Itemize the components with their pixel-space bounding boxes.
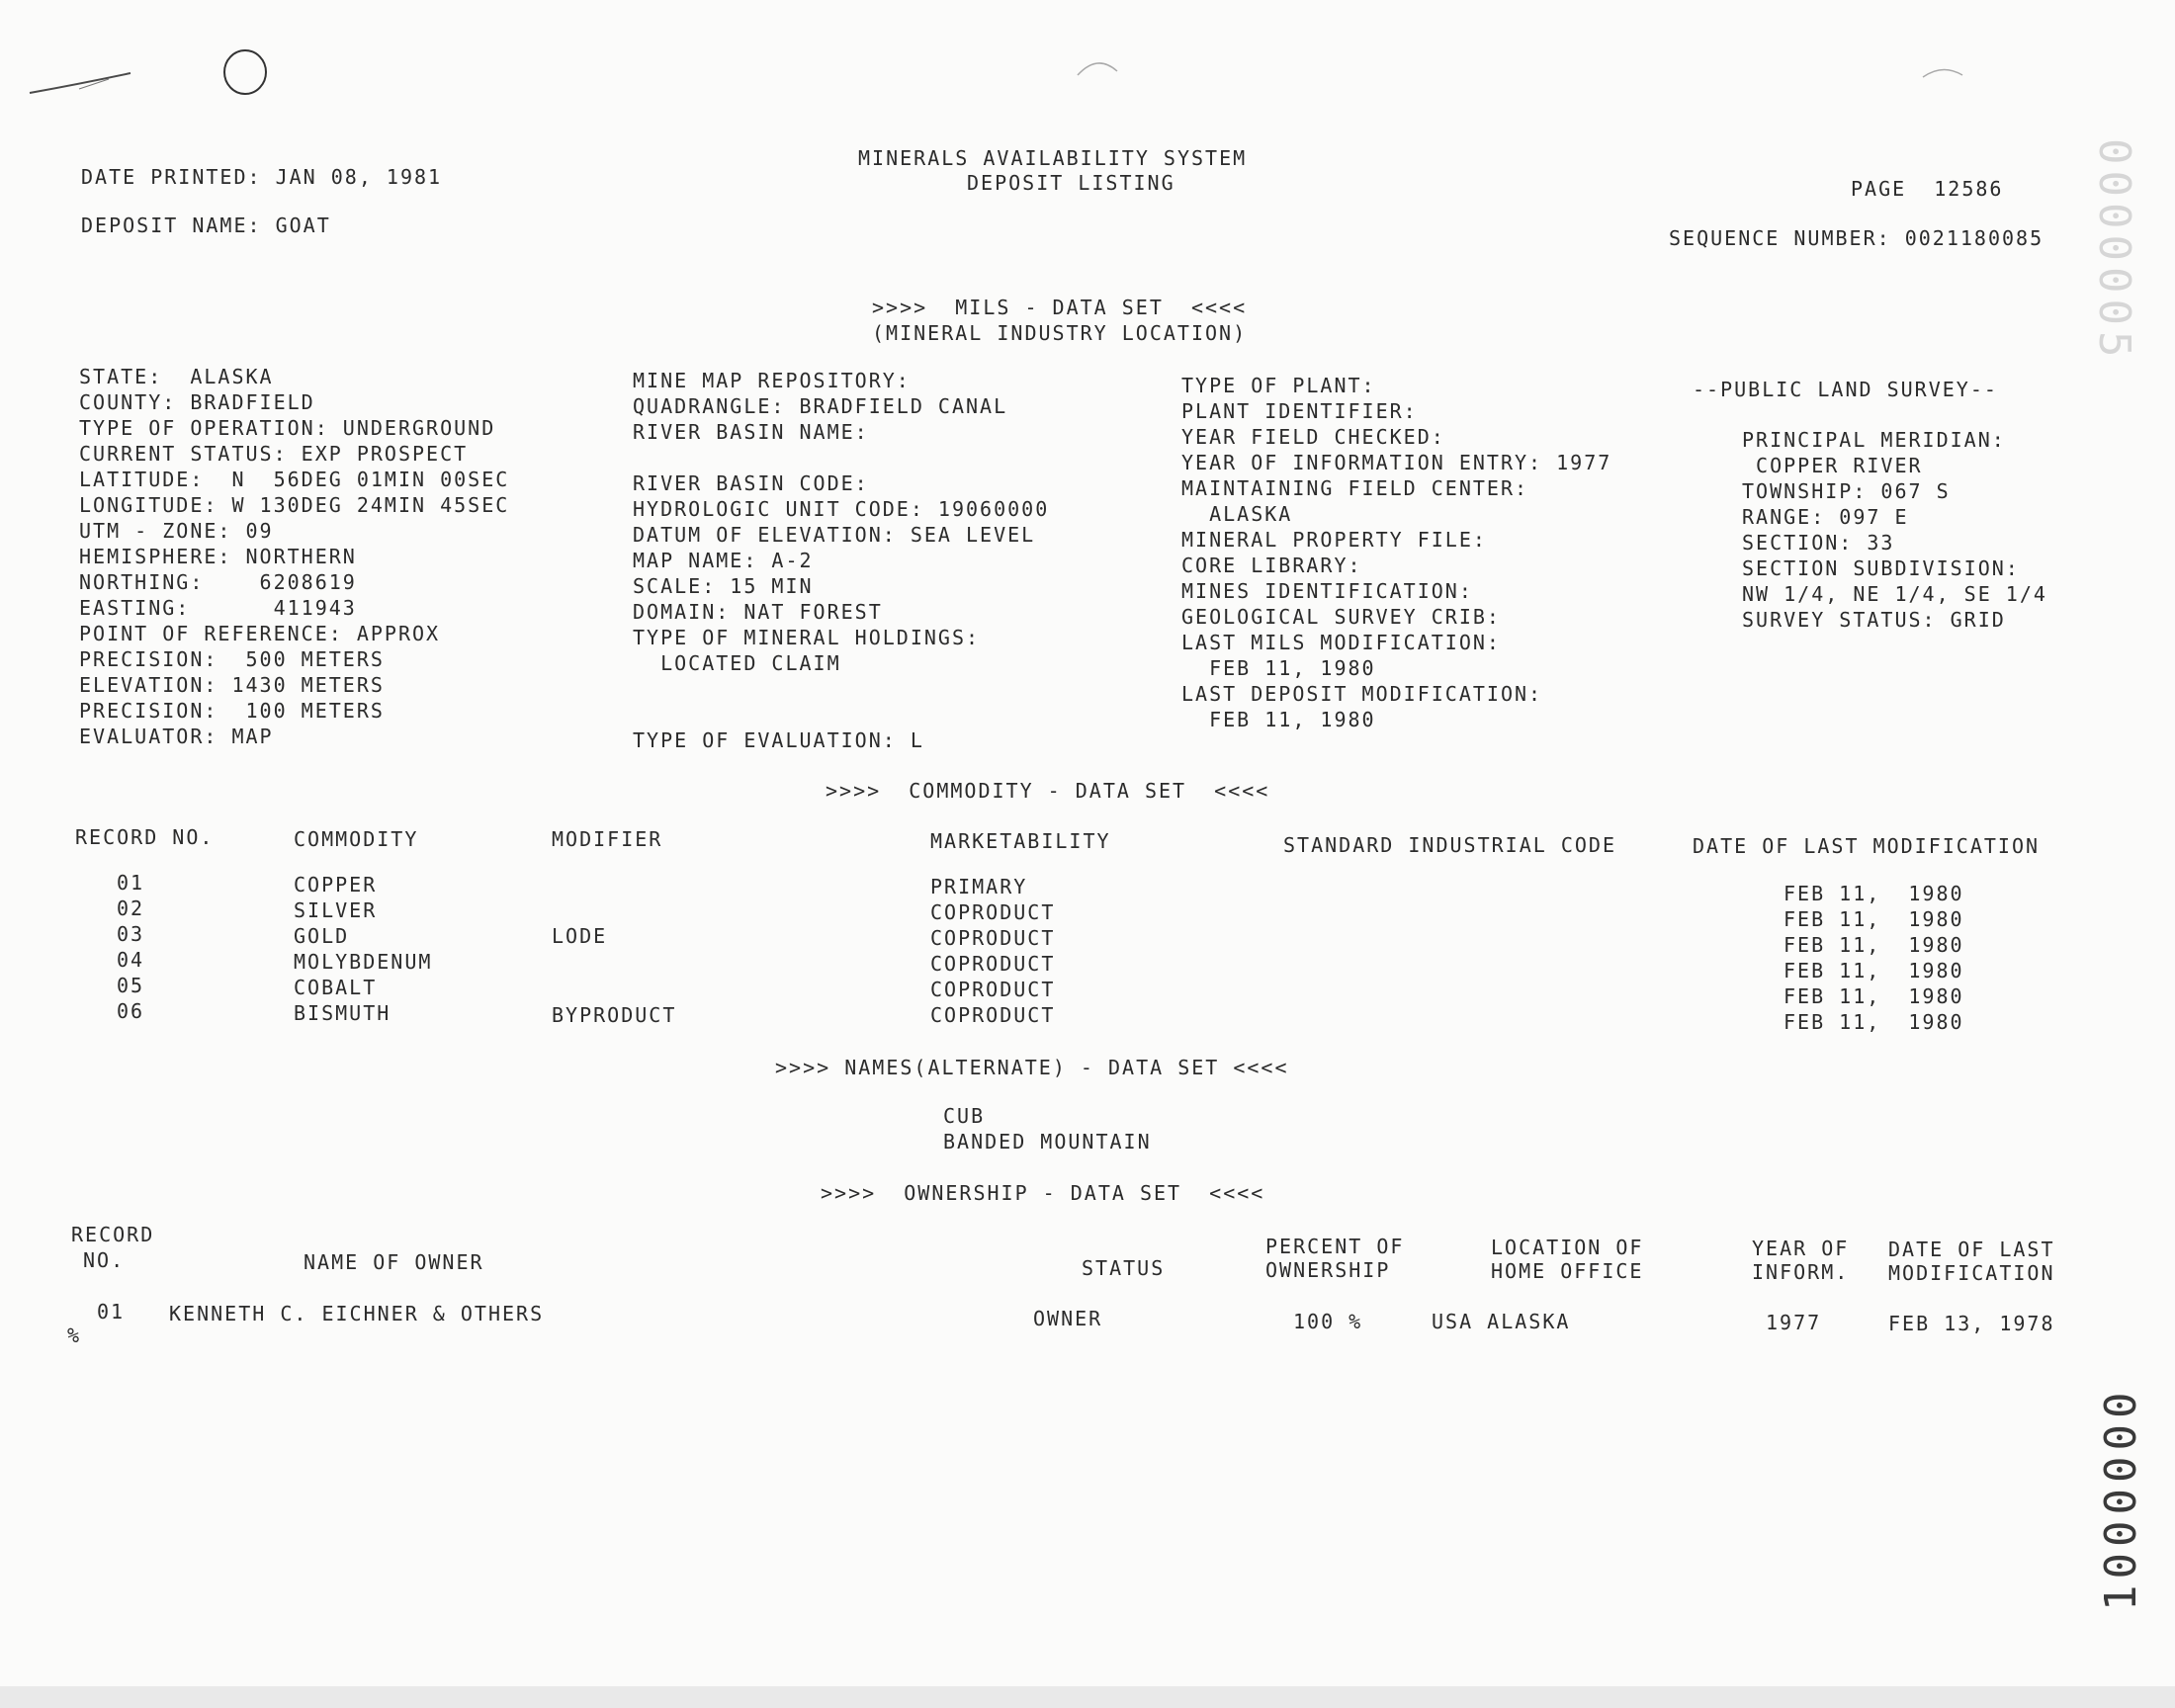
faint-hole-mark [1073,53,1122,83]
mils-column-plant [1181,373,1611,732]
commodity-name: BISMUTH [294,1001,392,1025]
field-line: TYPE OF PLANT: [1181,374,1376,397]
commodity-marketability: COPRODUCT [930,900,1056,924]
commodity-name: COBALT [294,976,378,999]
field-line: RIVER BASIN CODE: [633,471,869,495]
field-line: SCALE: 15 MIN [633,574,814,598]
field-line: MINES IDENTIFICATION: [1181,579,1473,603]
field-line: YEAR OF INFORMATION ENTRY: 1977 [1181,451,1612,474]
listing-title: DEPOSIT LISTING [967,171,1175,195]
deposit-name: DEPOSIT NAME: GOAT [81,214,331,237]
field-line: SECTION SUBDIVISION: [1742,556,2020,580]
field-line: TOWNSHIP: 067 S [1742,479,1951,503]
field-line: DOMAIN: NAT FOREST [633,600,883,624]
field-line: GEOLOGICAL SURVEY CRIB: [1181,605,1501,629]
field-line: POINT OF REFERENCE: APPROX [79,622,441,645]
ownership-header-no: NO. [83,1248,126,1272]
field-line: PRECISION: 100 METERS [79,699,385,723]
commodity-date: FEB 11, 1980 [1784,959,1964,982]
field-line: COUNTY: BRADFIELD [79,390,315,414]
field-line: ALASKA [1181,502,1293,526]
owner-status: OWNER [1033,1307,1103,1330]
commodity-header-modifier: MODIFIER [552,827,663,851]
mils-column-location [79,364,509,749]
field-line: HEMISPHERE: NORTHERN [79,545,357,568]
commodity-marketability: PRIMARY [930,875,1028,898]
commodity-header-commodity: COMMODITY [294,827,419,851]
land-survey-heading: --PUBLIC LAND SURVEY-- [1693,378,1998,401]
commodity-marketability: COPRODUCT [930,1003,1056,1027]
field-line: EVALUATOR: MAP [79,725,274,748]
ownership-header-name: NAME OF OWNER [304,1250,484,1274]
sequence-number: SEQUENCE NUMBER: 0021180085 [1669,226,2044,250]
field-line: HYDROLOGIC UNIT CODE: 19060000 [633,497,1050,521]
field-line: MINERAL PROPERTY FILE: [1181,528,1487,552]
commodity-record-no: 02 [117,897,145,920]
ownership-heading: >>>> OWNERSHIP - DATA SET <<<< [821,1181,1265,1205]
field-line: NW 1/4, NE 1/4, SE 1/4 [1742,582,2047,606]
margin-stamp-bottom: 1000000 [2096,1386,2146,1611]
commodity-header-record-no: RECORD NO. [75,825,215,849]
field-line: MINE MAP REPOSITORY: [633,369,911,392]
commodity-modifier: LODE [552,924,608,948]
ownership-header-inform: INFORM. [1752,1260,1850,1284]
commodity-marketability: COPRODUCT [930,926,1056,950]
commodity-record-no: 05 [117,974,145,997]
owner-percent: 100 % [1293,1310,1363,1333]
field-line: UTM - ZONE: 09 [79,519,274,543]
field-line: PRECISION: 500 METERS [79,647,385,671]
field-line: COPPER RIVER [1742,454,1923,477]
scan-edge [0,1686,2175,1708]
field-line [633,702,1049,727]
ownership-header-record: RECORD [71,1223,155,1246]
commodity-heading: >>>> COMMODITY - DATA SET <<<< [826,779,1270,803]
field-line: QUADRANGLE: BRADFIELD CANAL [633,394,1008,418]
names-heading: >>>> NAMES(ALTERNATE) - DATA SET <<<< [775,1056,1289,1079]
field-line: PLANT IDENTIFIER: [1181,399,1418,423]
commodity-record-no: 04 [117,948,145,972]
field-line: MAP NAME: A-2 [633,549,814,572]
row-mark: % [67,1324,82,1347]
system-title: MINERALS AVAILABILITY SYSTEM [858,146,1248,170]
commodity-name: MOLYBDENUM [294,950,433,974]
field-line: LOCATED CLAIM [633,651,841,675]
commodity-header-sic: STANDARD INDUSTRIAL CODE [1283,833,1616,857]
commodity-name: SILVER [294,898,378,922]
field-line: CORE LIBRARY: [1181,554,1362,577]
ownership-header-home-office: HOME OFFICE [1491,1259,1644,1283]
field-line: FEB 11, 1980 [1181,708,1376,731]
commodity-marketability: COPRODUCT [930,952,1056,976]
commodity-date: FEB 11, 1980 [1784,907,1964,931]
owner-location: USA ALASKA [1432,1310,1571,1333]
field-line [633,676,1049,702]
mils-subheading: (MINERAL INDUSTRY LOCATION) [872,321,1248,345]
field-line: RIVER BASIN NAME: [633,420,869,444]
ownership-header-location: LOCATION OF [1491,1236,1644,1259]
field-line: TYPE OF OPERATION: UNDERGROUND [79,416,496,440]
ownership-header-percent: PERCENT OF [1265,1235,1405,1258]
field-line: NORTHING: 6208619 [79,570,357,594]
mils-heading: >>>> MILS - DATA SET <<<< [872,296,1248,319]
field-line: EASTING: 411943 [79,596,357,620]
field-line: RANGE: 097 E [1742,505,1909,529]
field-line: TYPE OF MINERAL HOLDINGS: [633,626,981,649]
field-line: LAST MILS MODIFICATION: [1181,631,1501,654]
faint-hole-mark [1918,61,1967,85]
alternate-name: BANDED MOUNTAIN [943,1130,1152,1153]
commodity-header-last-mod: DATE OF LAST MODIFICATION [1693,834,2041,858]
field-line: LAST DEPOSIT MODIFICATION: [1181,682,1543,706]
field-line: PRINCIPAL MERIDIAN: [1742,428,2006,452]
commodity-name: GOLD [294,924,350,948]
field-line: TYPE OF EVALUATION: L [633,728,924,752]
mils-column-map [633,368,1049,753]
alternate-name: CUB [943,1104,986,1128]
commodity-date: FEB 11, 1980 [1784,984,1964,1008]
commodity-date: FEB 11, 1980 [1784,882,1964,905]
commodity-marketability: COPRODUCT [930,978,1056,1001]
commodity-record-no: 03 [117,922,145,946]
field-line: LATITUDE: N 56DEG 01MIN 00SEC [79,468,510,491]
owner-year: 1977 [1766,1311,1822,1334]
owner-date: FEB 13, 1978 [1888,1312,2055,1335]
ownership-header-year: YEAR OF [1752,1237,1850,1260]
ownership-header-status: STATUS [1082,1256,1166,1280]
date-printed: DATE PRINTED: JAN 08, 1981 [81,165,443,189]
field-line: YEAR FIELD CHECKED: [1181,425,1445,449]
field-line [633,445,1049,470]
commodity-header-marketability: MARKETABILITY [930,829,1111,853]
commodity-record-no: 06 [117,999,145,1023]
field-line: FEB 11, 1980 [1181,656,1376,680]
commodity-name: COPPER [294,873,378,897]
field-line: MAINTAINING FIELD CENTER: [1181,476,1529,500]
ownership-header-ownership: OWNERSHIP [1265,1258,1391,1282]
field-line: SECTION: 33 [1742,531,1895,555]
owner-record-no: 01 [97,1300,126,1324]
owner-name: KENNETH C. EICHNER & OTHERS [169,1302,545,1325]
field-line: CURRENT STATUS: EXP PROSPECT [79,442,469,466]
ownership-header-date: DATE OF LAST [1888,1238,2055,1261]
pen-stroke-mark [20,59,138,109]
commodity-date: FEB 11, 1980 [1784,1010,1964,1034]
commodity-modifier: BYPRODUCT [552,1003,677,1027]
punch-hole-circle [218,45,273,101]
margin-stamp-top: 0000005 [2089,138,2139,364]
field-line: LONGITUDE: W 130DEG 24MIN 45SEC [79,493,510,517]
field-line: DATUM OF ELEVATION: SEA LEVEL [633,523,1036,547]
commodity-date: FEB 11, 1980 [1784,933,1964,957]
field-line: STATE: ALASKA [79,365,274,388]
commodity-record-no: 01 [117,871,145,895]
field-line: ELEVATION: 1430 METERS [79,673,385,697]
field-line: SURVEY STATUS: GRID [1742,608,2006,632]
ownership-header-modification: MODIFICATION [1888,1261,2055,1285]
mils-column-land-survey [1742,427,2047,633]
page-number: PAGE 12586 [1851,177,2004,201]
